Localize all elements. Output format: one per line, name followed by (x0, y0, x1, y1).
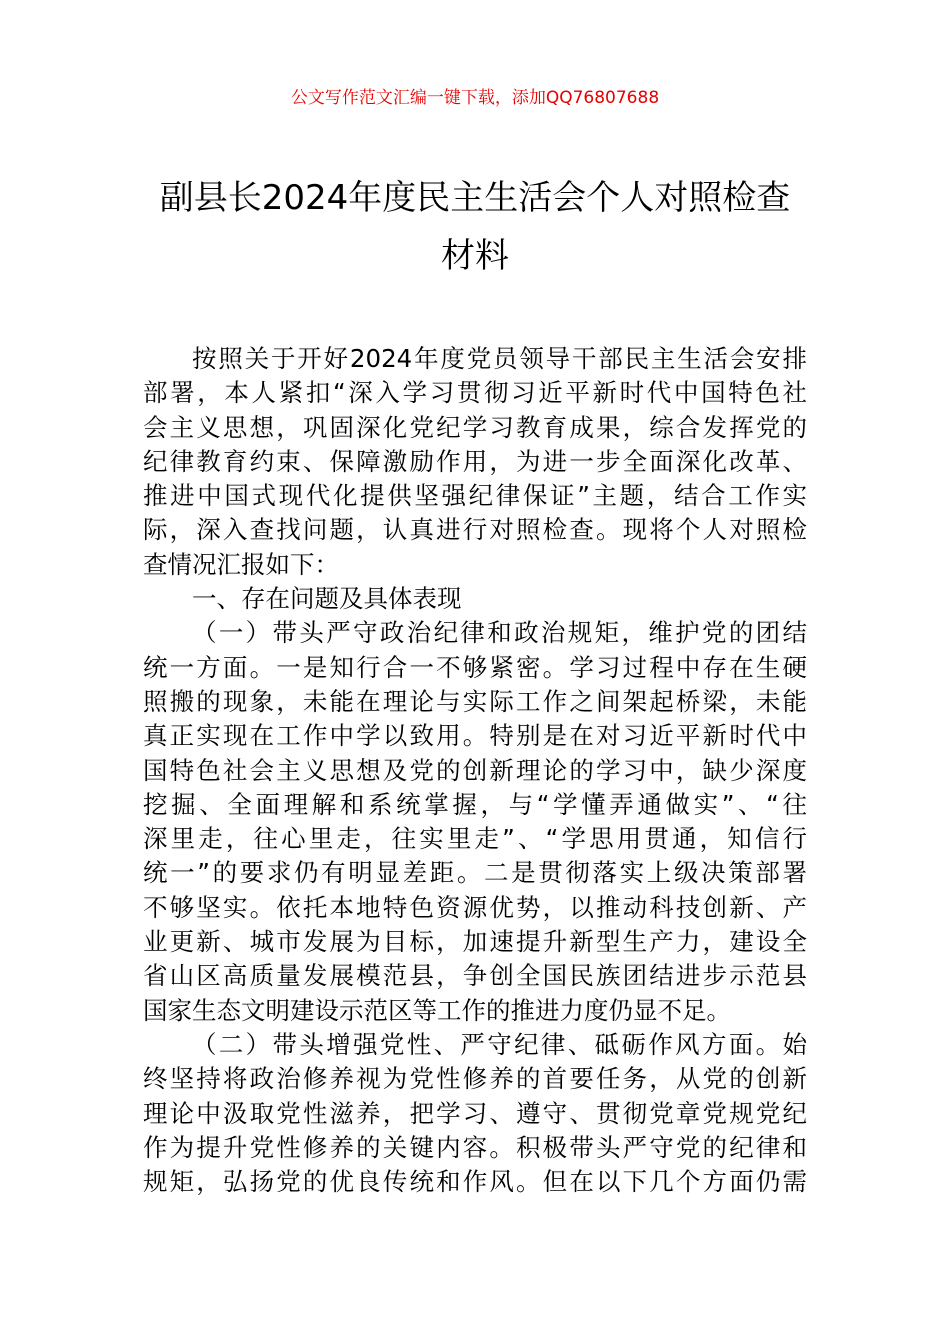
title-line-1: 副县长2024年度民主生活会个人对照检查 (159, 177, 791, 218)
body-line: 省山区高质量发展模范县，争创全国民族团结进步示范县 (143, 961, 807, 991)
body-line: 国家生态文明建设示范区等工作的推进力度仍显不足。 (143, 995, 731, 1025)
body-line: 终坚持将政治修养视为党性修养的首要任务，从党的创新 (143, 1064, 807, 1094)
download-notice: 公文写作范文汇编一键下载，添加QQ76807688 (290, 88, 660, 108)
body-line: 深里走，往心里走，往实里走”、“学思用贯通，知信行 (143, 824, 807, 854)
body-line: 统一方面。一是知行合一不够紧密。学习过程中存在生硬 (143, 652, 807, 682)
body-line: 际，深入查找问题，认真进行对照检查。现将个人对照检 (143, 515, 807, 545)
body-line: 理论中汲取党性滋养，把学习、遵守、贯彻党章党规党纪 (143, 1098, 807, 1128)
body-line: 国特色社会主义思想及党的创新理论的学习中，缺少深度 (143, 755, 807, 785)
body-line: 部署，本人紧扣“深入学习贯彻习近平新时代中国特色社 (143, 378, 807, 408)
body-line: 业更新、城市发展为目标，加速提升新型生产力，建设全 (143, 927, 807, 957)
body-line: 查情况汇报如下： (143, 549, 339, 579)
body-line: 挖掘、全面理解和系统掌握，与“学懂弄通做实”、“往 (143, 789, 807, 819)
body-line: 会主义思想，巩固深化党纪学习教育成果，综合发挥党的 (143, 412, 807, 442)
body-line: 纪律教育约束、保障激励作用，为进一步全面深化改革、 (143, 446, 807, 476)
body-line: 作为提升党性修养的关键内容。积极带头严守党的纪律和 (143, 1132, 807, 1162)
body-line: 规矩，弘扬党的优良传统和作风。但在以下几个方面仍需 (143, 1167, 807, 1197)
body-line: 推进中国式现代化提供坚强纪律保证”主题，结合工作实 (143, 481, 807, 511)
document-title (130, 169, 820, 285)
section-heading: 一、存在问题及具体表现 (192, 584, 462, 614)
body-line: 统一”的要求仍有明显差距。二是贯彻落实上级决策部署 (143, 858, 807, 888)
body-line: 不够坚实。依托本地特色资源优势，以推动科技创新、产 (143, 892, 807, 922)
body-line: （二）带头增强党性、严守纪律、砥砺作风方面。始 (192, 1029, 807, 1059)
body-line: 按照关于开好2024年度党员领导干部民主生活会安排 (192, 344, 807, 373)
body-line: 真正实现在工作中学以致用。特别是在对习近平新时代中 (143, 721, 807, 751)
body-line: （一）带头严守政治纪律和政治规矩，维护党的团结 (192, 618, 807, 648)
body-line: 照搬的现象，未能在理论与实际工作之间架起桥梁，未能 (143, 686, 807, 716)
title-line-2: 材料 (441, 235, 509, 276)
document-body (143, 342, 807, 1199)
